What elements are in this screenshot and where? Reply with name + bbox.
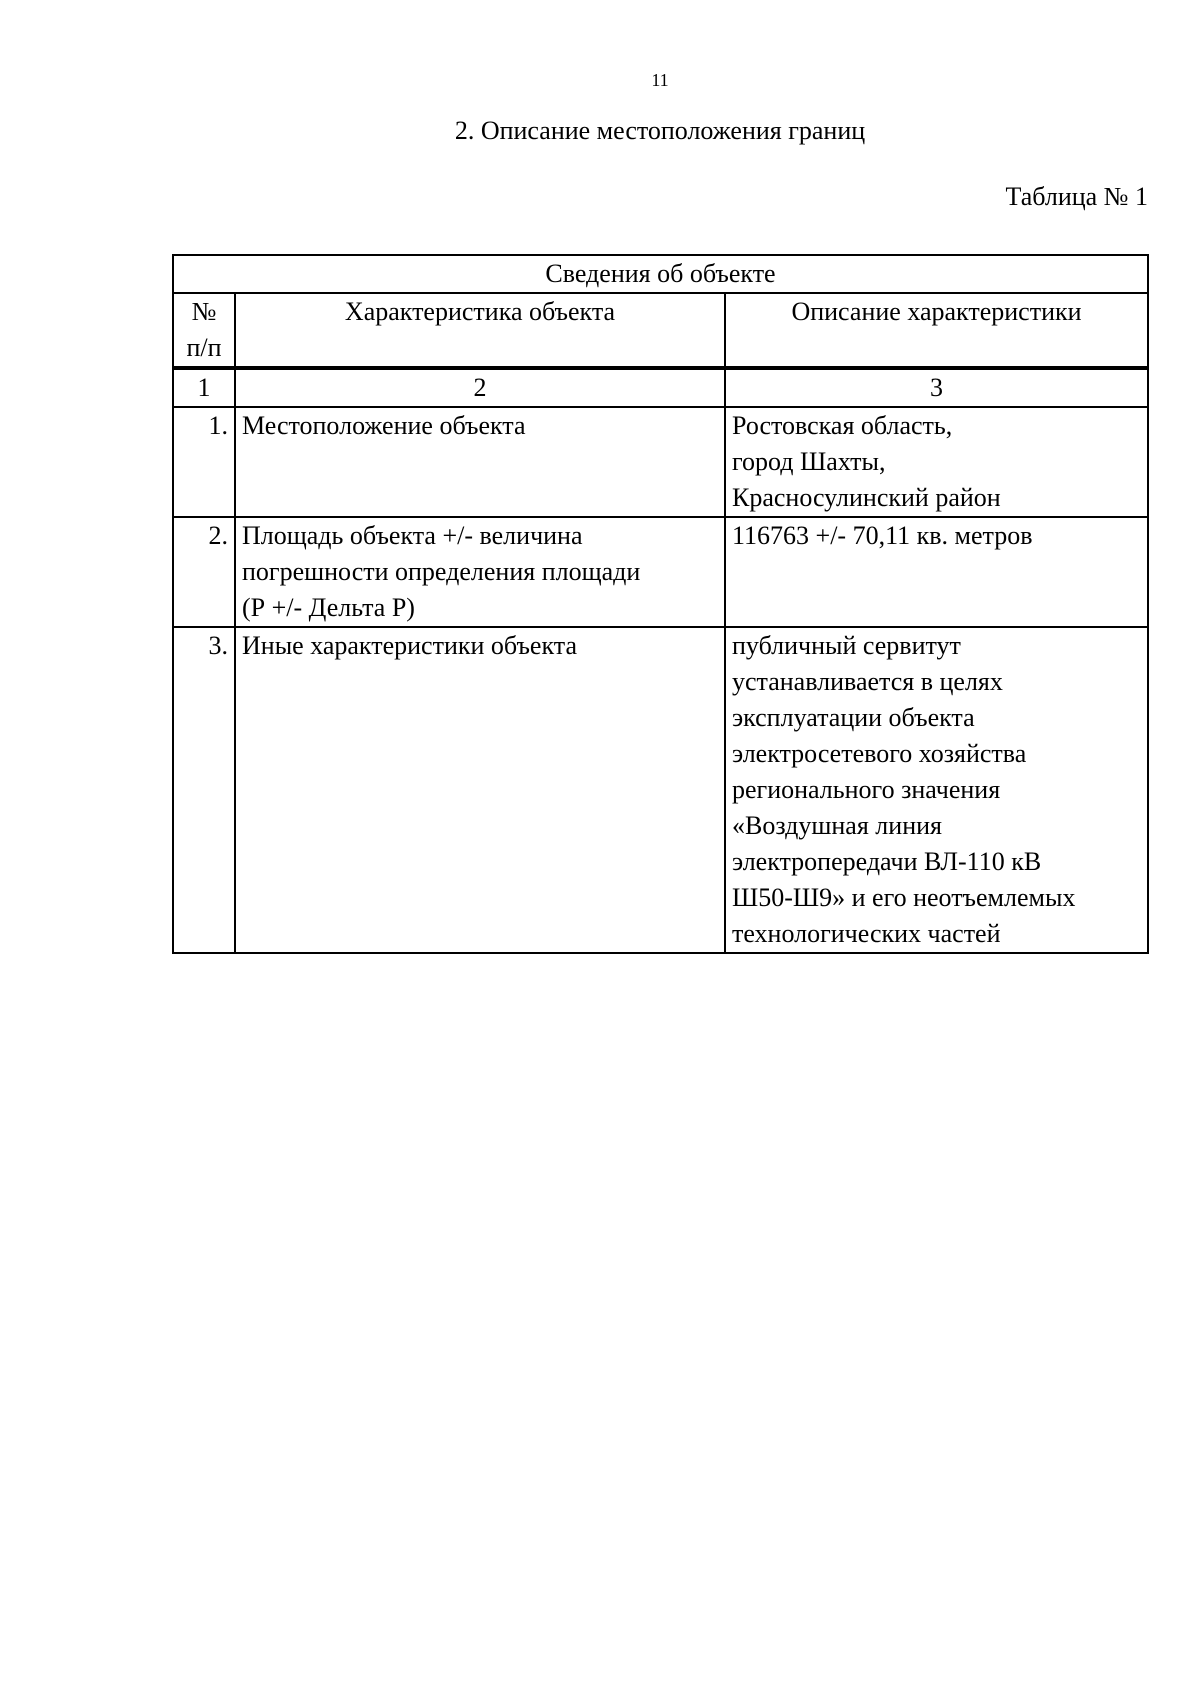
table-row (173, 627, 1148, 953)
description-line: город Шахты, (732, 447, 886, 476)
header-num-cell (173, 293, 235, 368)
row-description-cell (725, 407, 1148, 517)
characteristic-line: (Р +/- Дельта Р) (242, 593, 415, 622)
description-line: Ш50-Ш9» и его неотъемлемых (732, 883, 1076, 912)
description-line: электропередачи ВЛ-110 кВ (732, 847, 1042, 876)
description-line: электросетевого хозяйства (732, 739, 1027, 768)
description-line: эксплуатации объекта (732, 703, 975, 732)
table-index-row (173, 368, 1148, 407)
row-num-cell: 1. (173, 407, 235, 517)
description-line: устанавливается в целях (732, 667, 1003, 696)
header-num-line2: п/п (186, 333, 222, 362)
header-characteristic-cell: Характеристика объекта (235, 293, 725, 368)
row-description-cell (725, 517, 1148, 627)
table-row (173, 407, 1148, 517)
characteristic-line: Площадь объекта +/- величина (242, 521, 583, 550)
characteristic-line: Иные характеристики объекта (242, 631, 577, 660)
row-description-cell (725, 627, 1148, 953)
object-info-table (172, 254, 1149, 954)
table-row (173, 517, 1148, 627)
row-num-cell: 3. (173, 627, 235, 953)
description-line: 116763 +/- 70,11 кв. метров (732, 521, 1033, 550)
description-line: технологических частей (732, 919, 1001, 948)
characteristic-line: Местоположение объекта (242, 411, 526, 440)
table-header-row (173, 293, 1148, 368)
table-caption: Таблица № 1 (1005, 182, 1148, 211)
row-characteristic-cell (235, 407, 725, 517)
row-num-cell: 2. (173, 517, 235, 627)
characteristic-line: погрешности определения площади (242, 557, 641, 586)
description-line: Красносулинский район (732, 483, 1001, 512)
description-line: регионального значения (732, 775, 1001, 804)
index-cell-3: 3 (725, 368, 1148, 407)
row-characteristic-cell (235, 627, 725, 953)
header-description-cell: Описание характеристики (725, 293, 1148, 368)
index-cell-1: 1 (173, 368, 235, 407)
description-line: публичный сервитут (732, 631, 961, 660)
page-number: 11 (651, 70, 669, 90)
index-cell-2: 2 (235, 368, 725, 407)
header-num-line1: № (191, 297, 217, 326)
description-line: «Воздушная линия (732, 811, 942, 840)
table-title-cell: Сведения об объекте (173, 255, 1148, 293)
table-caption-row (173, 255, 1148, 293)
row-characteristic-cell (235, 517, 725, 627)
section-title: 2. Описание местоположения границ (454, 116, 866, 145)
description-line: Ростовская область, (732, 411, 953, 440)
